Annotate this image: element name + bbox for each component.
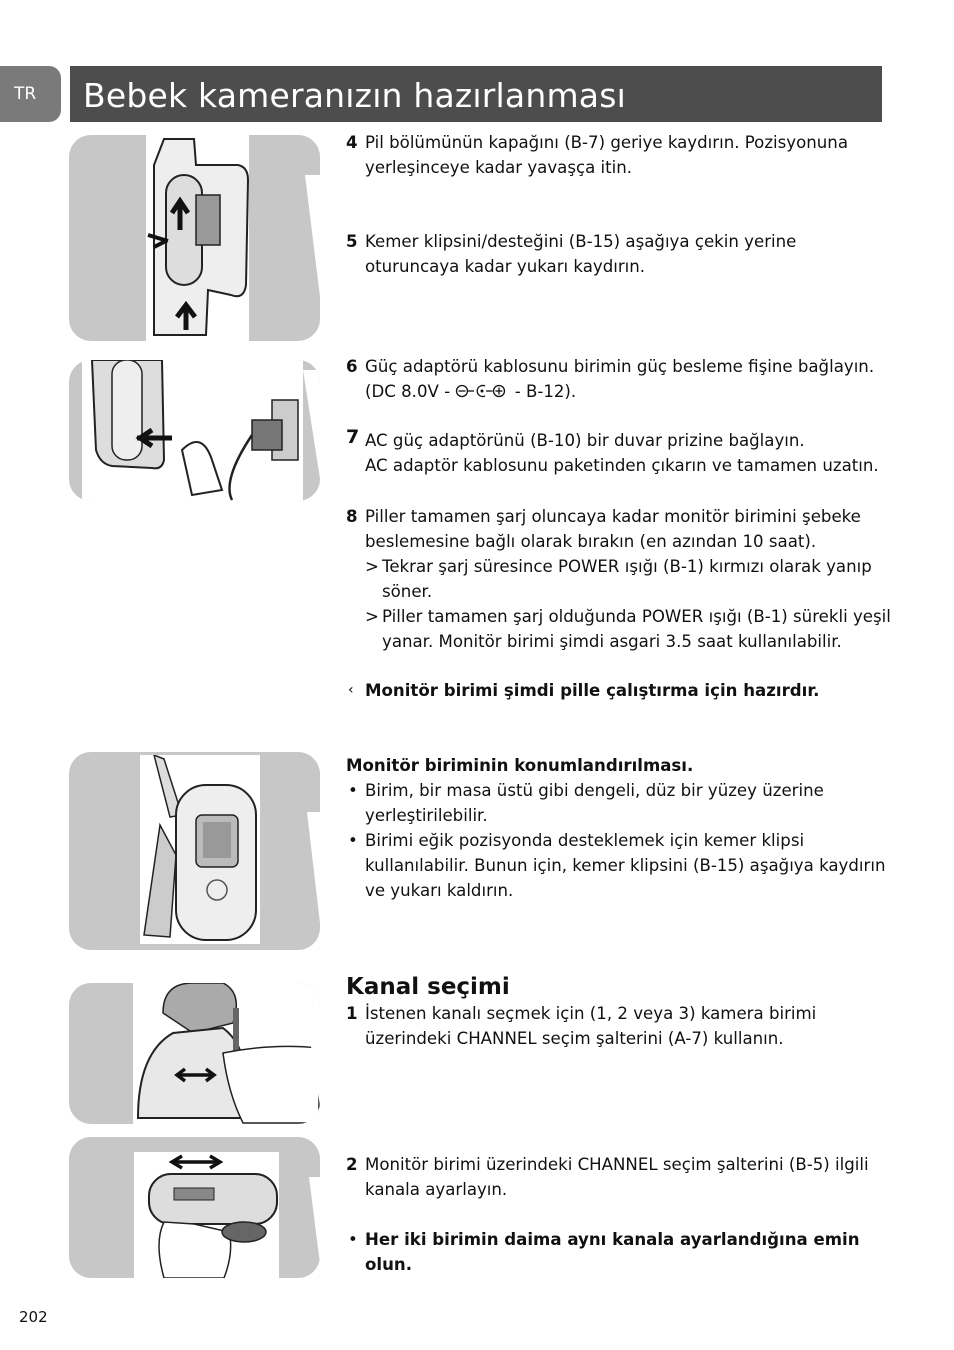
illustration-panel-adaptor <box>69 360 320 501</box>
ready-marker: ‹ <box>348 682 354 698</box>
step-7 <box>346 428 886 478</box>
step-text: Güç adaptörü kablosunu birimin güç besleme fişine bağlayın. <box>365 357 875 376</box>
result-text: Piller tamamen şarj olduğunda POWER ışığı (B-1) sürekli yeşil yanar. Monitör birimi şimdi asgari 3.5 saat kullanılabilir. <box>382 607 891 651</box>
step-number: 6 <box>346 357 358 376</box>
dc-spec-text: (DC 8.0V - <box>365 382 451 401</box>
illustration-panel-monitor-channel <box>69 1137 320 1278</box>
positioning-section <box>346 753 886 903</box>
note-text: Her iki birimin daima aynı kanala ayarlandığına emin olun. <box>365 1230 860 1274</box>
bullet-dot: • <box>348 831 358 850</box>
channel-section <box>346 973 886 1051</box>
illustration-panel-monitor-stand <box>69 752 320 950</box>
monitor-channel-illustration <box>134 1152 279 1278</box>
adaptor-illustration <box>82 360 303 501</box>
camera-channel-illustration <box>133 983 320 1124</box>
ready-note <box>346 678 886 703</box>
ready-text: Monitör birimi şimdi pille çalıştırma için hazırdır. <box>365 681 820 700</box>
channel-step-2 <box>346 1152 886 1202</box>
page-title: Bebek kameranızın hazırlanması <box>70 66 882 122</box>
monitor-back-illustration <box>146 135 249 341</box>
step-text: AC güç adaptörünü (B-10) bir duvar prizine bağlayın. <box>365 431 805 450</box>
step-number: 2 <box>346 1155 358 1174</box>
step-number: 8 <box>346 507 358 526</box>
step-text: AC adaptör kablosunu paketinden çıkarın ve tamamen uzatın. <box>365 456 879 475</box>
result-text: Tekrar şarj süresince POWER ışığı (B-1) kırmızı olarak yanıp söner. <box>382 557 872 601</box>
step-4 <box>346 130 886 180</box>
dc-polarity-line <box>365 379 886 404</box>
step-text: İstenen kanalı seçmek için (1, 2 veya 3) kamera birimi üzerindeki CHANNEL seçim şalterini (A-7) kullanın. <box>365 1004 817 1048</box>
step-number: 4 <box>346 133 358 152</box>
step-6 <box>346 354 886 404</box>
bullet-text: Birimi eğik pozisyonda desteklemek için kemer klipsi kullanılabilir. Bunun için, kemer klipsini (B-15) aşağıya kaydırın ve yukarı kaldırın. <box>365 831 886 900</box>
monitor-front-illustration <box>140 755 260 944</box>
section-heading: Monitör biriminin konumlandırılması. <box>346 756 694 775</box>
illustration-panel-camera-channel <box>69 983 320 1124</box>
bullet-dot: • <box>348 1230 358 1249</box>
step-number: 5 <box>346 232 358 251</box>
step-5 <box>346 229 886 279</box>
polarity-icon <box>455 384 509 398</box>
step-text: Pil bölümünün kapağını (B-7) geriye kaydırın. Pozisyonuna yerleşinceye kadar yavaşça itin. <box>365 133 848 177</box>
page-number: 202 <box>19 1308 48 1326</box>
result-marker: > <box>365 607 379 626</box>
step-text: Monitör birimi üzerindeki CHANNEL seçim şalterini (B-5) ilgili kanala ayarlayın. <box>365 1155 869 1199</box>
bullet-dot: • <box>348 781 358 800</box>
step-8 <box>346 504 891 654</box>
bullet-text: Birim, bir masa üstü gibi dengeli, düz bir yüzey üzerine yerleştirilebilir. <box>365 781 824 825</box>
step-number: 7 <box>346 426 360 448</box>
dc-spec-text: - B-12). <box>514 382 577 401</box>
step-text: Kemer klipsini/desteğini (B-15) aşağıya çekin yerine oturuncaya kadar yukarı kaydırın. <box>365 232 797 276</box>
channel-note <box>346 1227 886 1277</box>
result-marker: > <box>365 557 379 576</box>
step-text: Piller tamamen şarj oluncaya kadar monitör birimini şebeke beslemesine bağlı olarak bırakın (en azından 10 saat). <box>365 507 861 551</box>
step-number: 1 <box>346 1004 358 1023</box>
illustration-panel-battery <box>69 135 320 341</box>
section-heading: Kanal seçimi <box>346 974 510 1000</box>
language-tab: TR <box>0 66 61 122</box>
